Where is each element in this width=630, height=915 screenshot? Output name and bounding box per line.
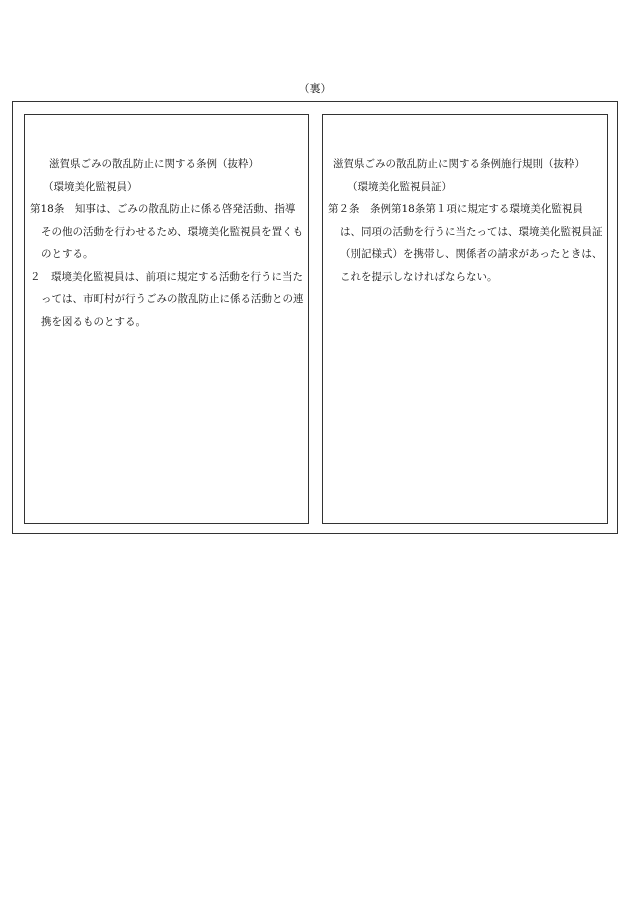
regulation-subtitle: （環境美化監視員証）	[347, 180, 452, 193]
ordinance-excerpt-content	[30, 153, 304, 333]
page-side-label: （裏）	[298, 82, 332, 95]
regulation-excerpt-content	[328, 153, 603, 288]
ordinance-title: 滋賀県ごみの散乱防止に関する条例（抜粋）	[49, 158, 259, 170]
ordinance-excerpt-panel	[24, 114, 309, 524]
ordinance-article-18: 第18条 知事は、ごみの散乱防止に係る啓発活動、指導その他の活動を行わせるため、環境美化監視員を置くものとする。	[30, 203, 304, 260]
ordinance-subtitle: （環境美化監視員）	[43, 180, 138, 193]
ordinance-article-18-paragraph-2: ２ 環境美化監視員は、前項に規定する活動を行うに当たっては、市町村が行うごみの散乱防止に係る活動との連携を図るものとする。	[30, 270, 304, 328]
regulation-article-2: 第２条 条例第18条第１項に規定する環境美化監視員は、同項の活動を行うに当たっては、環境美化監視員証（別記様式）を携帯し、関係者の請求があったときは、これを提示しなければならない。	[328, 203, 603, 283]
regulation-title: 滋賀県ごみの散乱防止に関する条例施行規則（抜粋）	[333, 158, 585, 170]
regulation-excerpt-panel	[322, 114, 608, 524]
